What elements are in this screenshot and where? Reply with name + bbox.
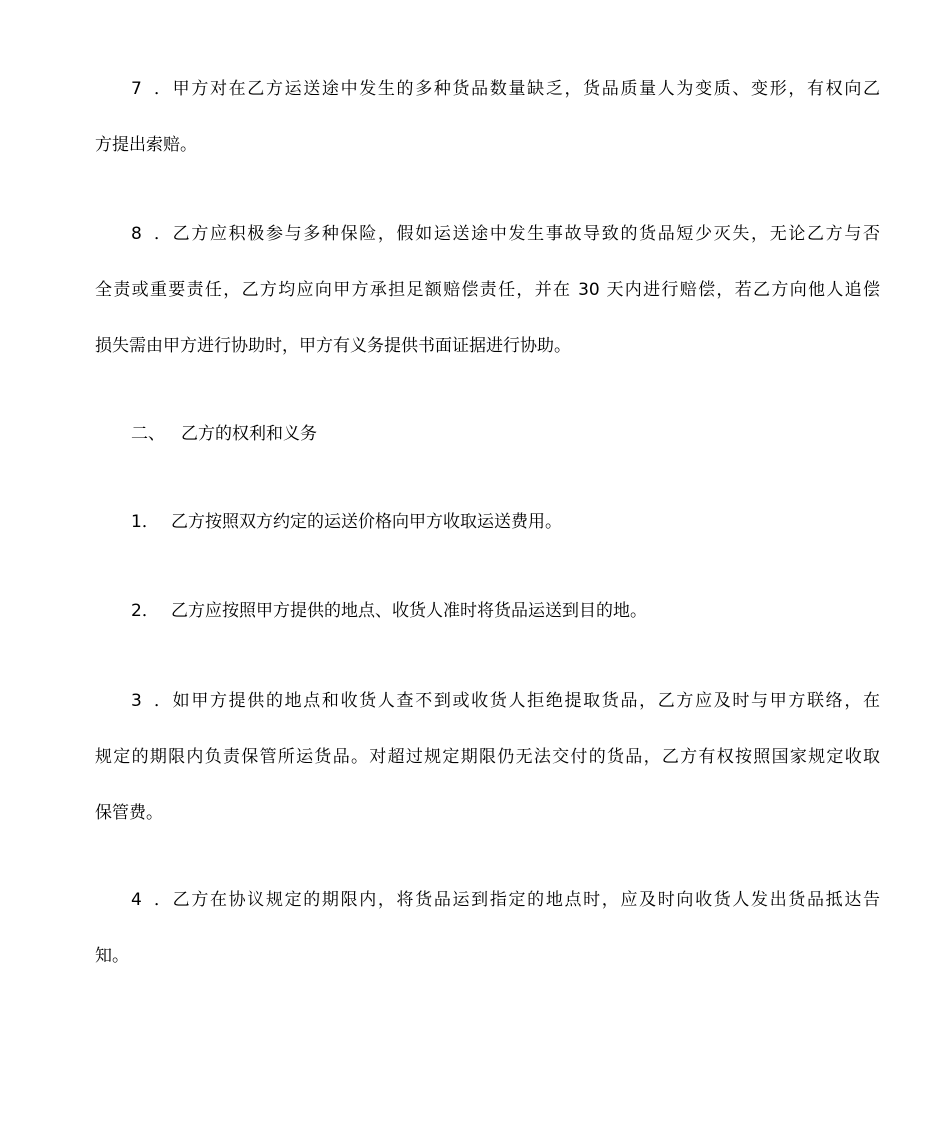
clause-line xyxy=(95,583,880,639)
clause-number: 8． xyxy=(131,224,171,244)
section-clause-4 xyxy=(95,872,880,984)
clause-text: 乙方在协议规定的期限内，将货品运到指定的地点时，应及时向收货人发出货品抵达告 xyxy=(171,890,880,910)
clause-text: 乙方应积极参与多种保险，假如运送途中发生事故导致的货品短少灭失，无论乙方与否 xyxy=(171,224,880,244)
clause-number: 4． xyxy=(131,890,171,910)
clause-line xyxy=(95,318,880,374)
clause-line xyxy=(95,673,880,729)
clause-number: 3． xyxy=(131,691,171,711)
clause-text: 如甲方提供的地点和收货人查不到或收货人拒绝提取货品，乙方应及时与甲方联络，在 xyxy=(171,691,880,711)
section-clause-3 xyxy=(95,673,880,841)
clause-text: 知。 xyxy=(95,946,129,966)
clause-line xyxy=(95,206,880,262)
clause-text: 乙方按照双方约定的运送价格向甲方收取运送费用。 xyxy=(171,512,562,532)
clause-line xyxy=(95,262,880,318)
clause-line xyxy=(95,872,880,928)
clause-text: 方提出索赔。 xyxy=(95,135,197,155)
clause-line xyxy=(95,61,880,117)
clause-number: 1． xyxy=(131,512,159,532)
clause-7 xyxy=(95,61,880,173)
clause-line xyxy=(95,729,880,785)
clause-number: 7． xyxy=(131,79,171,99)
clause-line xyxy=(95,117,880,173)
section-clause-1 xyxy=(95,494,880,550)
section-number: 二、 xyxy=(131,424,165,444)
clause-text: 甲方对在乙方运送途中发生的多种货品数量缺乏，货品质量人为变质、变形，有权向乙 xyxy=(171,79,880,99)
section-heading xyxy=(95,406,880,462)
clause-line xyxy=(95,928,880,984)
clause-line xyxy=(95,494,880,550)
clause-8 xyxy=(95,206,880,374)
clause-number: 2． xyxy=(131,601,159,621)
clause-text: 保管费。 xyxy=(95,803,163,823)
clause-text: 规定的期限内负责保管所运货品。对超过规定期限仍无法交付的货品，乙方有权按照国家规定收取 xyxy=(95,747,880,767)
section-heading-line xyxy=(95,406,880,462)
clause-text: 乙方应按照甲方提供的地点、收货人准时将货品运送到目的地。 xyxy=(171,601,647,621)
clause-text: 全责或重要责任，乙方均应向甲方承担足额赔偿责任，并在 30 天内进行赔偿，若乙方向他人追偿 xyxy=(95,280,880,300)
section-title: 乙方的权利和义务 xyxy=(181,424,317,444)
section-clause-2 xyxy=(95,583,880,639)
clause-text: 损失需由甲方进行协助时，甲方有义务提供书面证据进行协助。 xyxy=(95,336,571,356)
clause-line xyxy=(95,785,880,841)
